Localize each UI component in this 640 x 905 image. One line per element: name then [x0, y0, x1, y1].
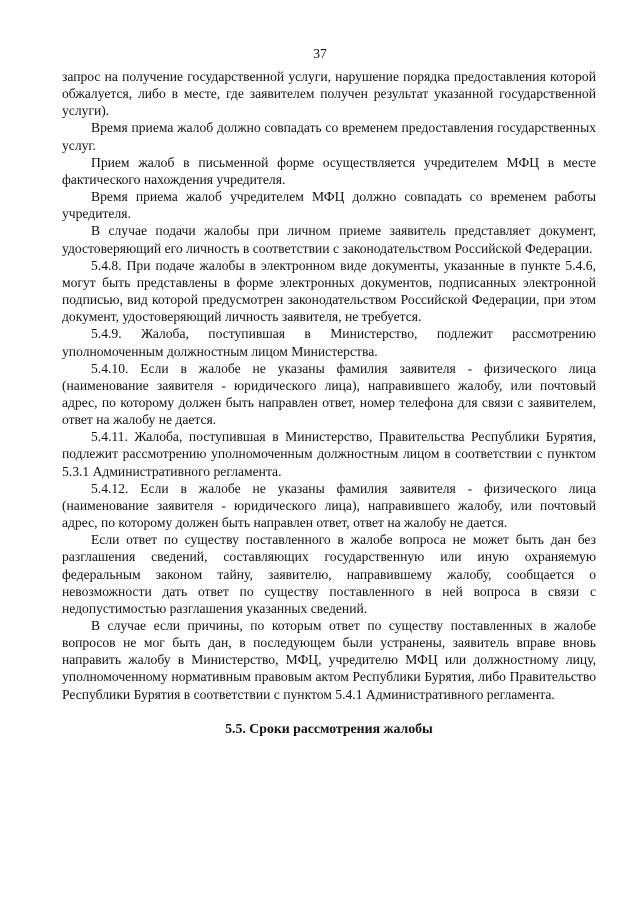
paragraph-continuation: запрос на получение государственной услуги, нарушение порядка предоставления которой обжалуется, либо в месте, где заявителем получен результат указанной государственной услуги). — [62, 69, 596, 119]
paragraph-secret-info: Если ответ по существу поставленного в жалобе вопроса не может быть дан без разглашения сведений, составляющих государственную или иную охраняемую федеральным законом тайну, заявителю, направившему жалобу, сообщается о невозможности дать ответ по существу поставленного в ней вопроса в связи с недопустимостью разглашения указанных сведений. — [62, 532, 596, 616]
paragraph-resubmission: В случае если причины, по которым ответ по существу поставленных в жалобе вопросов не мог быть дан, в последующем были устранены, заявитель вправе вновь направить жалобу в Министерство, МФЦ, учредителю МФЦ или должностному лицу, уполномоченному нормативным правовым актом Республики Бурятия, либо Правительство Республики Бурятия в соответствии с пунктом 5.4.1 Административного регламента. — [62, 618, 596, 702]
paragraph-5-4-8: 5.4.8. При подаче жалобы в электронном виде документы, указанные в пункте 5.4.6, могут быть представлены в форме электронных документов, подписанных электронной подписью, вид которой предусмотрен законодательством Российской Федерации, при этом документ, удостоверяющий личность заявителя, не требуется. — [62, 257, 596, 325]
paragraph-written-complaint: Прием жалоб в письменной форме осуществляется учредителем МФЦ в месте фактического нахождения учредителя. — [62, 154, 596, 187]
paragraph-founder-hours: Время приема жалоб учредителем МФЦ должно совпадать со временем работы учредителя. — [62, 189, 596, 222]
paragraph-5-4-11: 5.4.11. Жалоба, поступившая в Министерство, Правительства Республики Бурятия, подлежит рассмотрению уполномоченным должностным лицом в соответствии с пунктом 5.3.1 Административного регламента. — [62, 429, 596, 479]
paragraph-5-4-10: 5.4.10. Если в жалобе не указаны фамилия заявителя - физического лица (наименование заявителя - юридического лица), направившего жалобу, или почтовый адрес, по которому должен быть направлен ответ, номер телефона для связи с заявителем, ответ на жалобу не дается. — [62, 360, 596, 428]
paragraph-personal-reception: В случае подачи жалобы при личном приеме заявитель представляет документ, удостоверяющий его личность в соответствии с законодательством Российской Федерации. — [62, 223, 596, 256]
section-heading: 5.5. Сроки рассмотрения жалобы — [225, 720, 433, 736]
paragraph-5-4-12: 5.4.12. Если в жалобе не указаны фамилия заявителя - физического лица (наименование заявителя - юридического лица), направившего жалобу, или почтовый адрес, по которому должен быть направлен ответ, ответ на жалобу не дается. — [62, 480, 596, 531]
document-body — [62, 68, 596, 737]
page-number: 37 — [313, 46, 327, 61]
paragraph-complaint-time: Время приема жалоб должно совпадать со временем предоставления государственных услуг. — [62, 120, 596, 153]
paragraph-5-4-9: 5.4.9. Жалоба, поступившая в Министерство, подлежит рассмотрению уполномоченным должностным лицом Министерства. — [62, 326, 596, 359]
